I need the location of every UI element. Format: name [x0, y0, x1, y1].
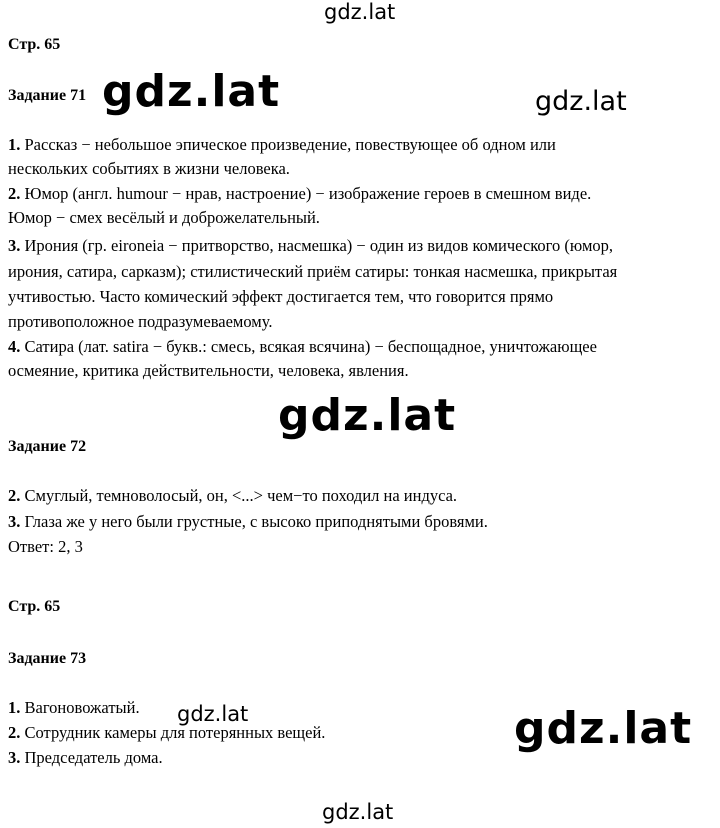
- task-71-item-2-line-1: 2. Юмор (англ. humour − нрав, настроение) − изображение героев в смешном виде.: [8, 184, 592, 203]
- task-71-item-4-line-1: 4. Сатира (лат. satira − букв.: смесь, всякая всячина) − беспощадное, уничтожающее: [8, 337, 597, 356]
- watermark-large-1: gdz.lat: [102, 66, 281, 117]
- watermark-bottom: gdz.lat: [322, 800, 394, 824]
- task-71-item-1-line-2: нескольких событиях в жизни человека.: [8, 159, 290, 178]
- task-73-item-2: 2. Сотрудник камеры для потерянных вещей.: [8, 723, 326, 742]
- task-71-item-2-line-2: Юмор − смех весёлый и доброжелательный.: [8, 208, 320, 227]
- task-71-item-1-line-1: 1. Рассказ − небольшое эпическое произведение, повествующее об одном или: [8, 135, 556, 154]
- task-71-item-3-line-4: противоположное подразумеваемому.: [8, 312, 273, 331]
- task-73-item-1: 1. Вагоновожатый.: [8, 698, 140, 717]
- watermark-right: gdz.lat: [535, 86, 627, 117]
- task-72-title: Задание 72: [8, 438, 87, 455]
- task-73-item-3: 3. Председатель дома.: [8, 748, 163, 767]
- task-72-item-2: 2. Смуглый, темноволосый, он, <...> чем−то походил на индуса.: [8, 486, 458, 505]
- task-71-title: Задание 71: [8, 87, 87, 104]
- task-71-item-3-line-1: 3. Ирония (гр. eironeia − притворство, насмешка) − один из видов комического (юмор,: [8, 236, 614, 255]
- watermark-top: gdz.lat: [324, 0, 396, 24]
- task-73-title: Задание 73: [8, 650, 87, 667]
- task-72-item-3: 3. Глаза же у него были грустные, с высоко приподнятыми бровями.: [8, 512, 488, 531]
- task-71-item-4-line-2: осмеяние, критика действительности, человека, явления.: [8, 361, 409, 380]
- watermark-small-mid: gdz.lat: [177, 702, 249, 726]
- task-72-answer: Ответ: 2, 3: [8, 537, 83, 556]
- watermark-large-2: gdz.lat: [278, 390, 457, 441]
- task-71-item-3-line-3: учтивостью. Часто комический эффект достигается тем, что говорится прямо: [8, 287, 554, 306]
- page-heading-2: Стр. 65: [8, 598, 61, 615]
- page-heading-1: Стр. 65: [8, 36, 61, 53]
- task-71-item-3-line-2: ирония, сатира, сарказм); стилистический приём сатиры: тонкая насмешка, прикрытая: [8, 262, 618, 281]
- watermark-large-3: gdz.lat: [514, 703, 693, 754]
